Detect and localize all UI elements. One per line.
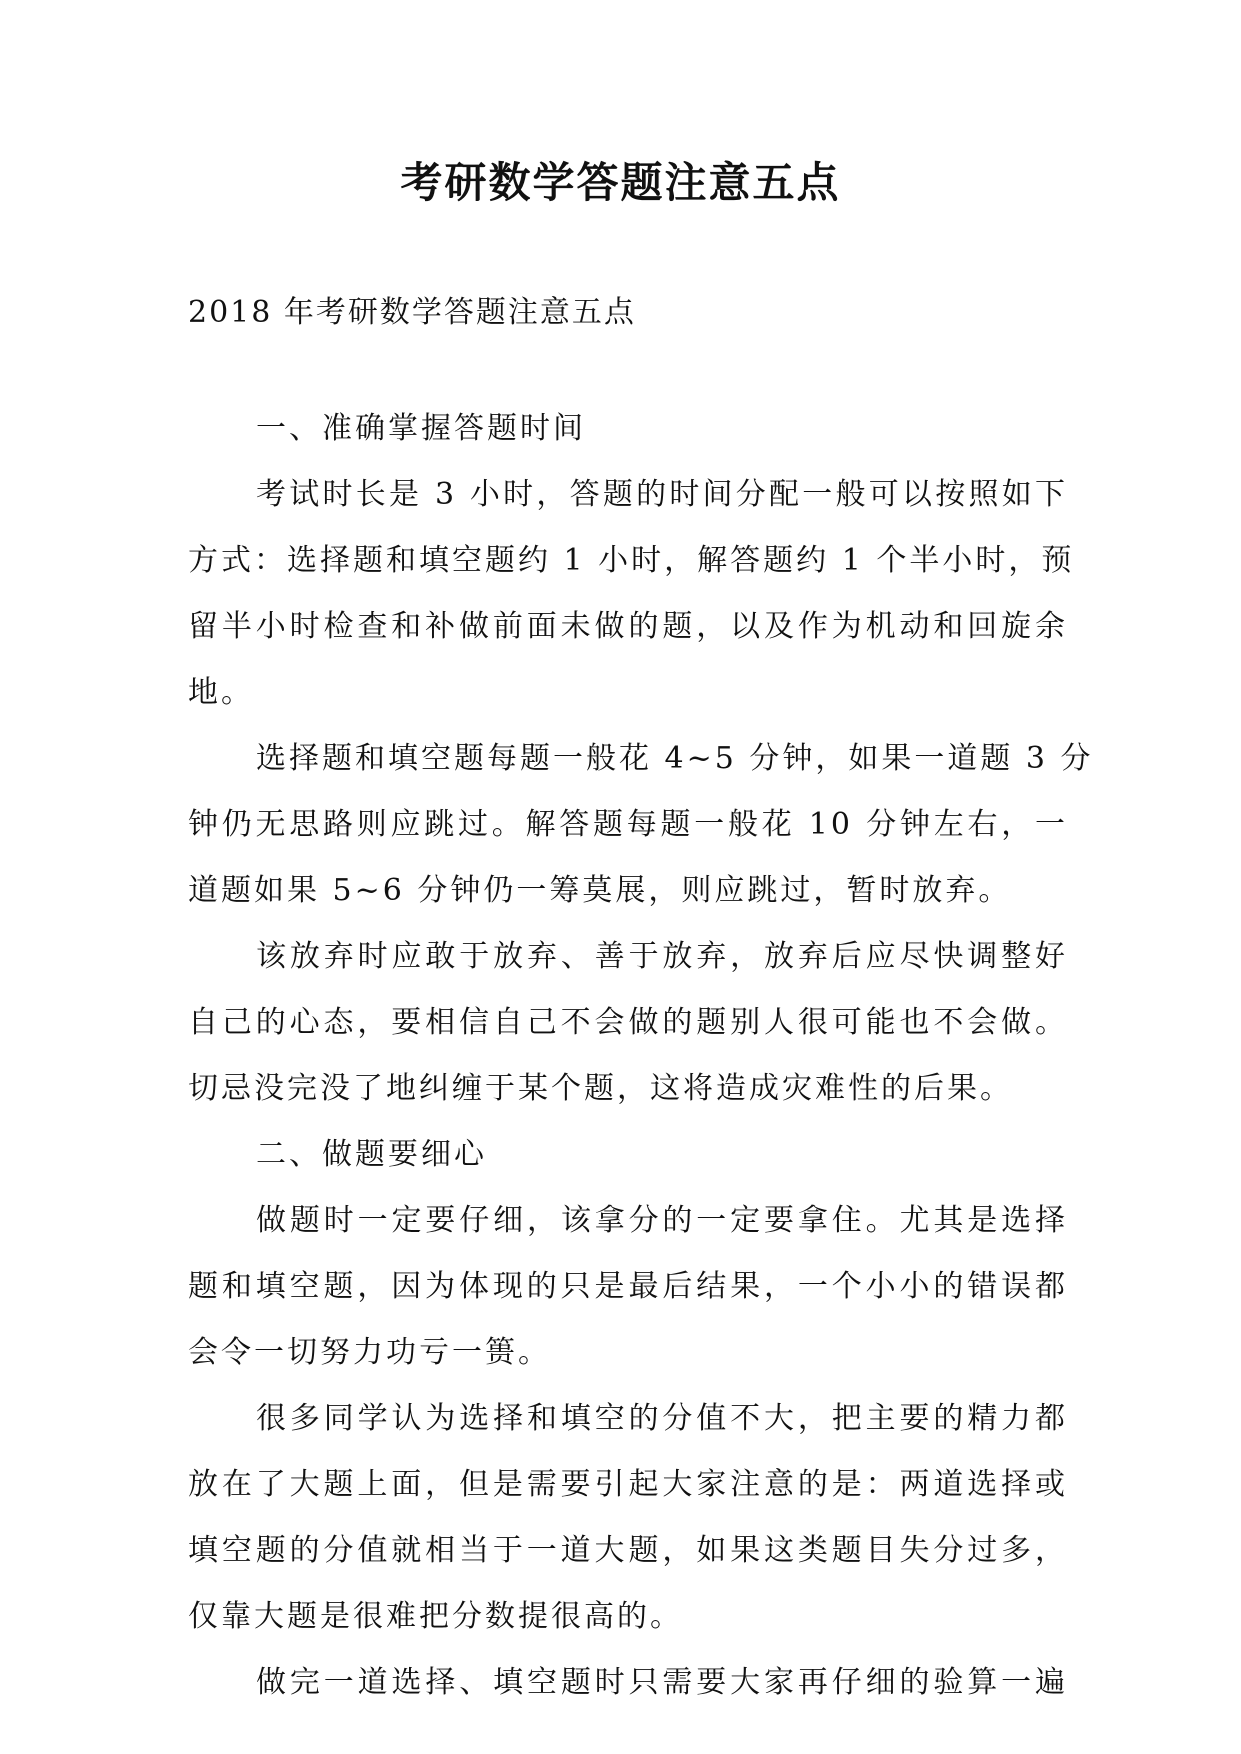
text-line: 道题如果 5~6 分钟仍一筹莫展，则应跳过，暂时放弃。 bbox=[188, 873, 1012, 908]
document-title: 考研数学答题注意五点 bbox=[400, 158, 841, 207]
document-subtitle: 2018 年考研数学答题注意五点 bbox=[188, 295, 636, 330]
text-line: 地。 bbox=[188, 675, 254, 710]
text-line: 放在了大题上面，但是需要引起大家注意的是：两道选择或 bbox=[188, 1467, 1068, 1502]
text-line: 方式：选择题和填空题约 1 小时，解答题约 1 个半小时，预 bbox=[188, 543, 1075, 578]
text-line: 会令一切努力功亏一篑。 bbox=[188, 1335, 551, 1370]
text-line: 考试时长是 3 小时，答题的时间分配一般可以按照如下 bbox=[256, 477, 1068, 512]
text-line: 选择题和填空题每题一般花 4~5 分钟，如果一道题 3 分 bbox=[256, 741, 1094, 776]
text-line: 该放弃时应敢于放弃、善于放弃，放弃后应尽快调整好 bbox=[256, 939, 1068, 974]
text-line: 自己的心态，要相信自己不会做的题别人很可能也不会做。 bbox=[188, 1005, 1068, 1040]
text-line: 二、做题要细心 bbox=[256, 1137, 487, 1172]
text-line: 切忌没完没了地纠缠于某个题，这将造成灾难性的后果。 bbox=[188, 1071, 1013, 1106]
text-line: 做题时一定要仔细，该拿分的一定要拿住。尤其是选择 bbox=[256, 1203, 1068, 1238]
text-line: 一、准确掌握答题时间 bbox=[256, 411, 586, 446]
text-line: 钟仍无思路则应跳过。解答题每题一般花 10 分钟左右，一 bbox=[188, 807, 1068, 842]
text-line: 填空题的分值就相当于一道大题，如果这类题目失分过多， bbox=[188, 1533, 1068, 1568]
text-line: 很多同学认为选择和填空的分值不大，把主要的精力都 bbox=[256, 1401, 1068, 1436]
text-line: 留半小时检查和补做前面未做的题，以及作为机动和回旋余 bbox=[188, 609, 1068, 644]
text-line: 仅靠大题是很难把分数提很高的。 bbox=[188, 1599, 683, 1634]
text-line: 做完一道选择、填空题时只需要大家再仔细的验算一遍 bbox=[256, 1665, 1068, 1700]
text-line: 题和填空题，因为体现的只是最后结果，一个小小的错误都 bbox=[188, 1269, 1068, 1304]
document-body bbox=[188, 408, 1094, 1728]
